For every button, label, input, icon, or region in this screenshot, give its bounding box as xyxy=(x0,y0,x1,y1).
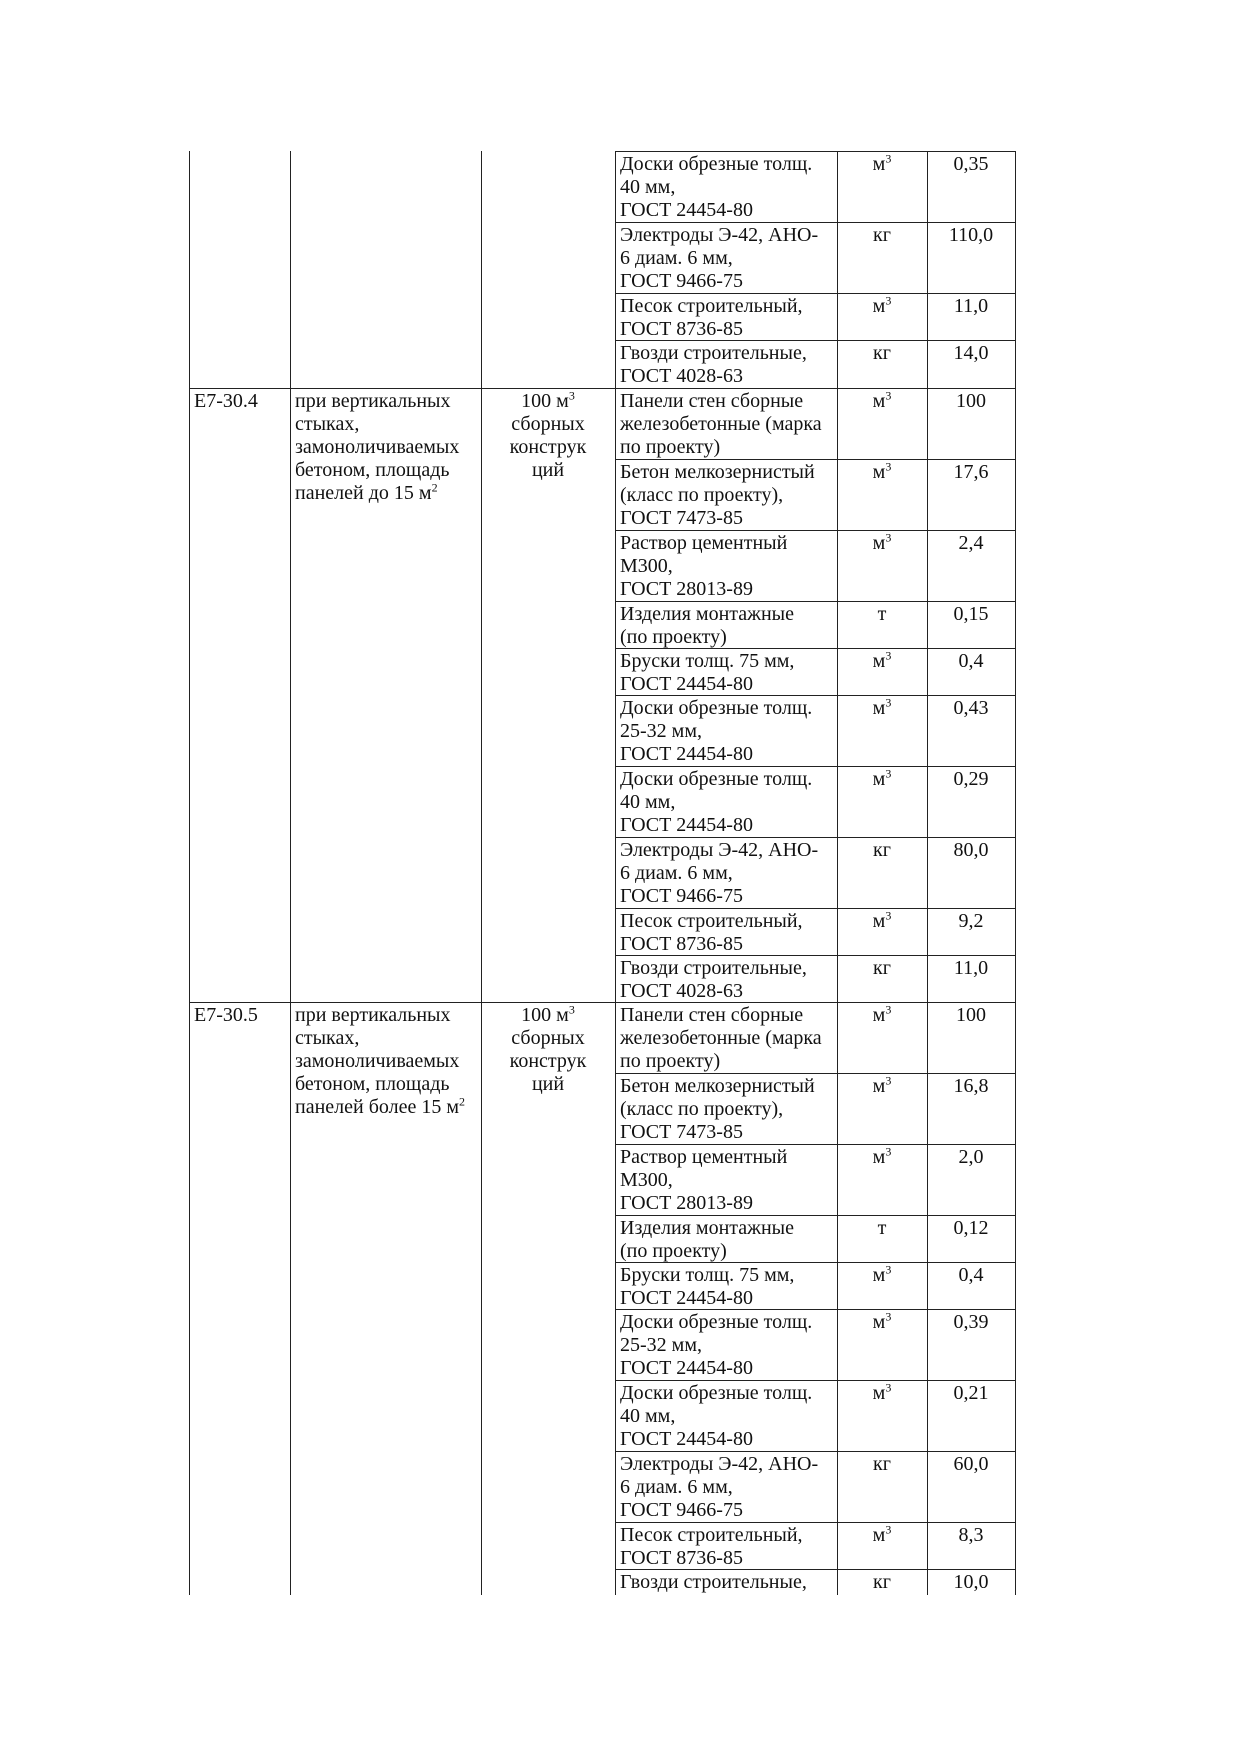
row-separator xyxy=(615,1522,1015,1523)
material-quantity-text: 80,0 xyxy=(953,839,989,861)
material-name xyxy=(620,342,834,388)
row-separator xyxy=(615,1215,1015,1216)
group-separator-1 xyxy=(189,388,615,389)
row-separator xyxy=(615,766,1015,767)
material-quantity xyxy=(929,768,1013,791)
material-name xyxy=(620,1004,834,1073)
material-unit-superscript: 3 xyxy=(885,908,892,923)
material-unit xyxy=(839,910,925,933)
material-unit xyxy=(839,224,925,247)
material-name-text: Бетон мелкозернистый (класс по проекту), ГОСТ 7473-85 xyxy=(620,1075,815,1143)
material-unit xyxy=(839,390,925,413)
measure-unit-text: 100 м xyxy=(521,390,569,412)
material-name-text: Панели стен сборные железобетонные (марка по проекту) xyxy=(620,390,822,458)
material-unit xyxy=(839,1075,925,1098)
row-separator xyxy=(615,530,1015,531)
material-unit-text: м xyxy=(872,390,886,412)
material-quantity-text: 14,0 xyxy=(953,342,989,364)
column-line-4 xyxy=(837,151,838,1595)
measure-unit-rest xyxy=(483,413,613,482)
norm-code xyxy=(194,1004,287,1027)
material-unit-text: м xyxy=(872,295,886,317)
material-quantity-text: 11,0 xyxy=(953,295,989,317)
material-quantity xyxy=(929,1453,1013,1476)
material-unit-text: кг xyxy=(873,957,891,979)
material-unit xyxy=(839,342,925,365)
material-name xyxy=(620,461,834,530)
material-unit xyxy=(839,697,925,720)
norm-code-text: Е7-30.4 xyxy=(194,390,258,412)
material-name-text: Изделия монтажные (по проекту) xyxy=(620,1217,794,1262)
material-unit-text: м xyxy=(872,1524,886,1546)
material-quantity xyxy=(929,461,1013,484)
material-unit-superscript: 3 xyxy=(885,1262,892,1277)
material-unit-superscript: 3 xyxy=(885,530,892,545)
material-quantity xyxy=(929,1004,1013,1027)
measure-unit xyxy=(483,1004,613,1027)
material-name xyxy=(620,1382,834,1451)
material-name-text: Доски обрезные толщ. 25-32 мм, ГОСТ 24454-80 xyxy=(620,697,813,765)
column-line-6 xyxy=(1015,151,1016,1595)
row-separator xyxy=(615,459,1015,460)
material-name xyxy=(620,1146,834,1215)
material-name-text: Изделия монтажные (по проекту) xyxy=(620,603,794,648)
material-quantity xyxy=(929,342,1013,365)
work-description-text: при вертикальных стыках, замоноличиваемых бетоном, площадь панелей до 15 м xyxy=(295,390,460,504)
material-unit-superscript: 3 xyxy=(885,1522,892,1537)
material-name xyxy=(620,390,834,459)
material-unit-text: м xyxy=(872,768,886,790)
material-quantity-text: 0,29 xyxy=(953,768,989,790)
row-separator xyxy=(615,1144,1015,1145)
material-quantity-text: 0,39 xyxy=(953,1311,989,1333)
material-unit-superscript: 3 xyxy=(885,1380,892,1395)
material-unit xyxy=(839,461,925,484)
material-name-text: Электроды Э-42, АНО- 6 диам. 6 мм, ГОСТ 9466-75 xyxy=(620,1453,819,1521)
column-line-5 xyxy=(927,151,928,1595)
row-separator xyxy=(615,908,1015,909)
material-name-text: Бетон мелкозернистый (класс по проекту), ГОСТ 7473-85 xyxy=(620,461,815,529)
column-line-1 xyxy=(290,151,291,1595)
material-quantity-text: 16,8 xyxy=(953,1075,989,1097)
material-name-text: Песок строительный, ГОСТ 8736-85 xyxy=(620,910,803,955)
material-quantity-text: 2,4 xyxy=(958,532,984,554)
material-name xyxy=(620,1311,834,1380)
material-name xyxy=(620,1075,834,1144)
material-name xyxy=(620,153,834,222)
material-unit-text: м xyxy=(872,1264,886,1286)
material-unit-text: м xyxy=(872,532,886,554)
material-unit xyxy=(839,1382,925,1405)
material-name-text: Бруски толщ. 75 мм, ГОСТ 24454-80 xyxy=(620,1264,795,1309)
material-unit xyxy=(839,1311,925,1334)
material-unit xyxy=(839,1004,925,1027)
material-name xyxy=(620,532,834,601)
column-line-3 xyxy=(615,151,616,1595)
material-unit xyxy=(839,603,925,626)
material-quantity-text: 0,4 xyxy=(958,650,984,672)
material-quantity xyxy=(929,957,1013,980)
material-quantity-text: 60,0 xyxy=(953,1453,989,1475)
material-quantity-text: 100 xyxy=(956,1004,986,1026)
material-unit xyxy=(839,153,925,176)
material-name-text: Панели стен сборные железобетонные (марка по проекту) xyxy=(620,1004,822,1072)
material-unit-superscript: 3 xyxy=(885,293,892,308)
material-name-text: Гвозди строительные, ГОСТ 4028-63 xyxy=(620,342,807,387)
material-name-text: Раствор цементный М300, ГОСТ 28013-89 xyxy=(620,1146,788,1214)
material-unit-superscript: 3 xyxy=(885,1073,892,1088)
material-name-text: Электроды Э-42, АНО- 6 диам. 6 мм, ГОСТ 9466-75 xyxy=(620,224,819,292)
material-unit xyxy=(839,1264,925,1287)
material-name xyxy=(620,603,834,649)
material-name-text: Бруски толщ. 75 мм, ГОСТ 24454-80 xyxy=(620,650,795,695)
material-quantity xyxy=(929,390,1013,413)
material-unit xyxy=(839,650,925,673)
work-description xyxy=(295,1004,478,1119)
material-quantity-text: 100 xyxy=(956,390,986,412)
measure-unit-superscript: 3 xyxy=(568,388,575,403)
material-unit-text: м xyxy=(872,1146,886,1168)
row-separator xyxy=(615,151,1015,152)
material-unit-text: м xyxy=(872,1311,886,1333)
measure-unit-superscript: 3 xyxy=(568,1002,575,1017)
material-quantity-text: 9,2 xyxy=(958,910,984,932)
material-quantity-text: 0,21 xyxy=(953,1382,989,1404)
work-description-superscript: 2 xyxy=(459,1094,466,1109)
material-name xyxy=(620,1217,834,1263)
material-unit-superscript: 3 xyxy=(885,388,892,403)
material-unit-text: м xyxy=(872,697,886,719)
material-name-text: Песок строительный, ГОСТ 8736-85 xyxy=(620,295,803,340)
material-unit-superscript: 3 xyxy=(885,1309,892,1324)
material-unit-text: м xyxy=(872,461,886,483)
material-name xyxy=(620,768,834,837)
material-quantity-text: 17,6 xyxy=(953,461,989,483)
material-unit xyxy=(839,532,925,555)
material-unit-superscript: 3 xyxy=(885,1002,892,1017)
material-unit-superscript: 3 xyxy=(885,1144,892,1159)
material-quantity-text: 0,35 xyxy=(953,153,989,175)
material-quantity xyxy=(929,1146,1013,1169)
row-separator xyxy=(615,601,1015,602)
material-name-text: Доски обрезные толщ. 40 мм, ГОСТ 24454-80 xyxy=(620,1382,813,1450)
work-description xyxy=(295,390,478,505)
material-quantity-text: 0,15 xyxy=(953,603,989,625)
material-unit xyxy=(839,839,925,862)
material-unit-text: т xyxy=(877,1217,887,1239)
norm-code xyxy=(194,390,287,413)
norm-code-text: Е7-30.5 xyxy=(194,1004,258,1026)
material-quantity-text: 10,0 xyxy=(953,1571,989,1593)
material-unit-text: т xyxy=(877,603,887,625)
material-quantity xyxy=(929,839,1013,862)
material-unit-superscript: 3 xyxy=(885,459,892,474)
material-quantity xyxy=(929,1264,1013,1287)
material-name-text: Доски обрезные толщ. 40 мм, ГОСТ 24454-80 xyxy=(620,153,813,221)
column-line-2 xyxy=(481,151,482,1595)
material-name xyxy=(620,1571,834,1594)
material-quantity xyxy=(929,1571,1013,1594)
material-quantity xyxy=(929,532,1013,555)
material-unit-text: м xyxy=(872,650,886,672)
material-name-text: Гвозди строительные, xyxy=(620,1571,807,1593)
material-quantity xyxy=(929,603,1013,626)
material-name xyxy=(620,1264,834,1310)
material-name-text: Раствор цементный М300, ГОСТ 28013-89 xyxy=(620,532,788,600)
material-name xyxy=(620,1453,834,1522)
measure-unit-rest-text: сборных конструк ций xyxy=(509,1027,587,1095)
material-unit-text: м xyxy=(872,910,886,932)
material-name xyxy=(620,295,834,341)
material-unit-text: м xyxy=(872,1075,886,1097)
material-unit xyxy=(839,957,925,980)
material-name xyxy=(620,957,834,1003)
material-name-text: Доски обрезные толщ. 25-32 мм, ГОСТ 24454-80 xyxy=(620,1311,813,1379)
row-separator xyxy=(615,222,1015,223)
row-separator xyxy=(615,1380,1015,1381)
material-name xyxy=(620,650,834,696)
material-quantity xyxy=(929,153,1013,176)
material-unit-superscript: 3 xyxy=(885,648,892,663)
column-line-0 xyxy=(189,151,190,1595)
material-quantity-text: 0,4 xyxy=(958,1264,984,1286)
group-separator-2 xyxy=(189,1002,615,1003)
material-quantity xyxy=(929,1524,1013,1547)
material-unit-text: кг xyxy=(873,224,891,246)
material-quantity-text: 0,43 xyxy=(953,697,989,719)
material-quantity xyxy=(929,650,1013,673)
material-unit xyxy=(839,1453,925,1476)
material-quantity xyxy=(929,295,1013,318)
material-name xyxy=(620,839,834,908)
material-unit-text: м xyxy=(872,1004,886,1026)
measure-unit-rest-text: сборных конструк ций xyxy=(509,413,587,481)
material-unit-superscript: 3 xyxy=(885,695,892,710)
material-name xyxy=(620,697,834,766)
material-unit-text: кг xyxy=(873,1453,891,1475)
material-name xyxy=(620,1524,834,1570)
material-quantity-text: 0,12 xyxy=(953,1217,989,1239)
material-name-text: Песок строительный, ГОСТ 8736-85 xyxy=(620,1524,803,1569)
measure-unit-text: 100 м xyxy=(521,1004,569,1026)
material-unit-text: кг xyxy=(873,839,891,861)
row-separator xyxy=(615,1451,1015,1452)
material-quantity xyxy=(929,697,1013,720)
material-name-text: Электроды Э-42, АНО- 6 диам. 6 мм, ГОСТ 9466-75 xyxy=(620,839,819,907)
work-description-text: при вертикальных стыках, замоноличиваемых бетоном, площадь панелей более 15 м xyxy=(295,1004,460,1118)
material-quantity-text: 8,3 xyxy=(958,1524,984,1546)
material-quantity-text: 11,0 xyxy=(953,957,989,979)
material-unit xyxy=(839,1217,925,1240)
material-unit xyxy=(839,768,925,791)
material-name xyxy=(620,910,834,956)
row-separator xyxy=(615,837,1015,838)
material-unit-superscript: 3 xyxy=(885,151,892,166)
material-name-text: Гвозди строительные, ГОСТ 4028-63 xyxy=(620,957,807,1002)
material-quantity-text: 2,0 xyxy=(958,1146,984,1168)
row-separator xyxy=(615,293,1015,294)
material-unit-text: м xyxy=(872,1382,886,1404)
material-quantity xyxy=(929,224,1013,247)
material-name-text: Доски обрезные толщ. 40 мм, ГОСТ 24454-80 xyxy=(620,768,813,836)
material-unit-text: кг xyxy=(873,1571,891,1593)
work-description-superscript: 2 xyxy=(431,480,438,495)
material-name xyxy=(620,224,834,293)
material-quantity xyxy=(929,910,1013,933)
material-unit-text: кг xyxy=(873,342,891,364)
row-separator xyxy=(615,388,1015,389)
material-quantity xyxy=(929,1311,1013,1334)
material-unit xyxy=(839,295,925,318)
measure-unit xyxy=(483,390,613,413)
material-unit-superscript: 3 xyxy=(885,766,892,781)
material-unit xyxy=(839,1571,925,1594)
material-quantity-text: 110,0 xyxy=(948,224,994,246)
material-unit-text: м xyxy=(872,153,886,175)
measure-unit-rest xyxy=(483,1027,613,1096)
material-quantity xyxy=(929,1382,1013,1405)
material-quantity xyxy=(929,1217,1013,1240)
material-unit xyxy=(839,1524,925,1547)
row-separator xyxy=(615,1073,1015,1074)
material-quantity xyxy=(929,1075,1013,1098)
material-unit xyxy=(839,1146,925,1169)
